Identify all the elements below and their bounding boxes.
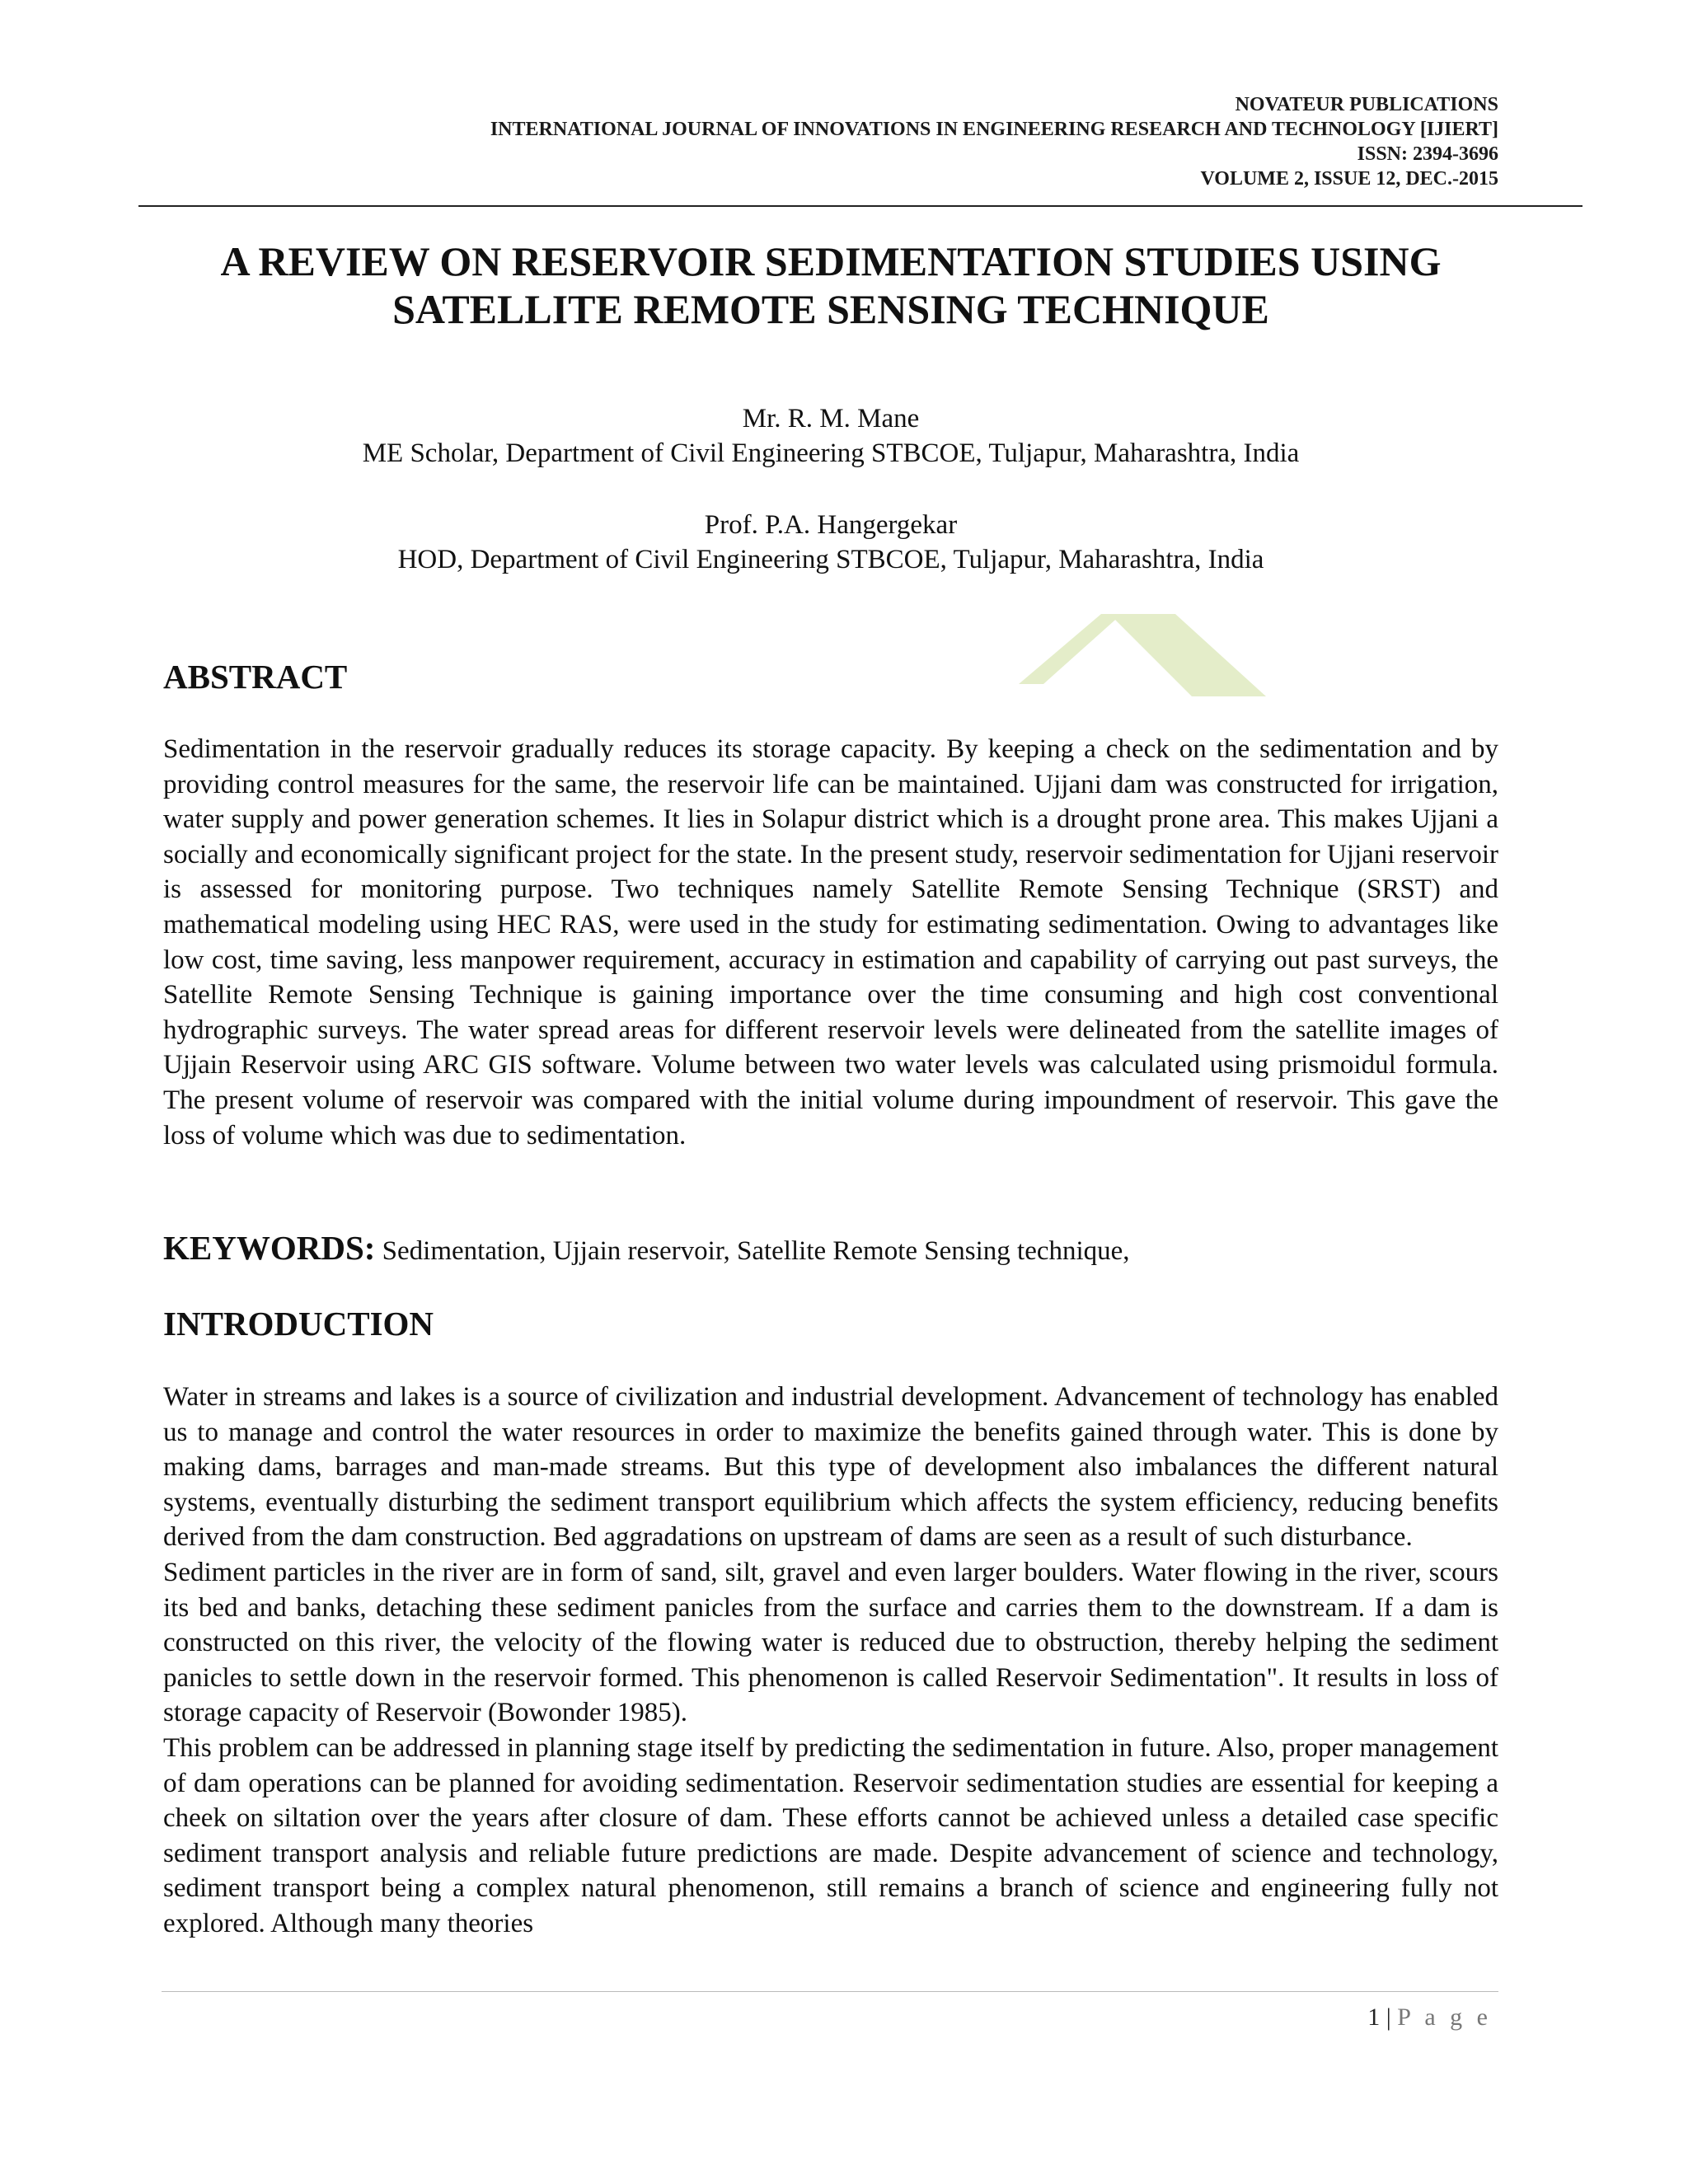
introduction-body bbox=[163, 1380, 1498, 1942]
journal-header bbox=[490, 92, 1498, 191]
author-name: Prof. P.A. Hangergekar bbox=[704, 510, 958, 540]
introduction-paragraph: Sediment particles in the river are in form of sand, silt, gravel and even larger boulders. Water flowing in the river, scours its bed and banks, detaching these sediment panicles from the surface and carries them to the downstream. If a dam is constructed on this river, the velocity of the flowing water is reduced due to obstruction, thereby helping the sediment panicles to settle down in the reservoir formed. This phenomenon is called Reservoir Sedimentation". It results in loss of storage capacity of Reservoir (Bowonder 1985). bbox=[163, 1557, 1498, 1728]
author-name: Mr. R. M. Mane bbox=[742, 404, 920, 434]
abstract-heading: ABSTRACT bbox=[163, 658, 348, 696]
author-block-2 bbox=[138, 508, 1523, 577]
introduction-paragraph: Water in streams and lakes is a source of civilization and industrial development. Advancement of technology has enabled us to manage and control the water resources in order to maximize the benefits gained through water. This is done by making dams, barrages and man-made streams. But this type of development also imbalances the different natural systems, eventually disturbing the sediment transport equilibrium which affects the system efficiency, reducing benefits derived from the dam construction. Bed aggradations on upstream of dams are seen as a result of such disturbance. bbox=[163, 1382, 1498, 1553]
page-word: P a g e bbox=[1397, 2004, 1492, 2031]
page-footer bbox=[1367, 2003, 1492, 2032]
keywords-label: KEYWORDS: bbox=[163, 1229, 376, 1267]
keywords-text: Sedimentation, Ujjain reservoir, Satellite Remote Sensing technique, bbox=[382, 1236, 1130, 1266]
footer-divider bbox=[162, 1991, 1498, 1992]
publisher-name: NOVATEUR PUBLICATIONS bbox=[1235, 94, 1498, 115]
issn-line: ISSN: 2394-3696 bbox=[1357, 143, 1498, 165]
volume-line: VOLUME 2, ISSUE 12, DEC.-2015 bbox=[1200, 168, 1498, 190]
introduction-paragraph: This problem can be addressed in planning stage itself by predicting the sedimentation in future. Also, proper management of dam operations can be planned for avoiding sedimentation. Reservoir sedimentation studies are essential for keeping a cheek on siltation over the years after closure of dam. These efforts cannot be achieved unless a detailed case specific sediment transport analysis and reliable future predictions are made. Despite advancement of science and technology, sediment transport being a complex natural phenomenon, still remains a branch of science and engineering fully not explored. Although many theories bbox=[163, 1732, 1498, 1938]
journal-name: INTERNATIONAL JOURNAL OF INNOVATIONS IN ENGINEERING RESEARCH AND TECHNOLOGY [IJIERT] bbox=[490, 119, 1498, 140]
abstract-paragraph: Sedimentation in the reservoir gradually reduces its storage capacity. By keeping a check on the sedimentation and by providing control measures for the same, the reservoir life can be maintained. Ujjani dam was constructed for irrigation, water supply and power generation schemes. It lies in Solapur district which is a drought prone area. This makes Ujjani a socially and economically significant project for the state. In the present study, reservoir sedimentation for Ujjani reservoir is assessed for monitoring purpose. Two techniques namely Satellite Remote Sensing Technique (SRST) and mathematical modeling using HEC RAS, were used in the study for estimating sedimentation. Owing to advantages like low cost, time saving, less manpower requirement, accuracy in estimation and capability of carrying out past surveys, the Satellite Remote Sensing Technique is gaining importance over the time consuming and high cost conventional hydrographic surveys. The water spread areas for different reservoir levels were delineated from the satellite images of Ujjain Reservoir using ARC GIS software. Volume between two water levels was calculated using prismoidul formula. The present volume of reservoir was compared with the initial volume during impoundment of reservoir. This gave the loss of volume which was due to sedimentation. bbox=[163, 734, 1498, 1151]
keywords-line bbox=[163, 1228, 1498, 1271]
author-block-1 bbox=[138, 401, 1523, 471]
paper-title: A REVIEW ON RESERVOIR SEDIMENTATION STUDIES USING SATELLITE REMOTE SENSING TECHNIQUE bbox=[220, 238, 1442, 332]
author-affiliation: ME Scholar, Department of Civil Engineering STBCOE, Tuljapur, Maharashtra, India bbox=[362, 438, 1300, 468]
abstract-body bbox=[163, 732, 1498, 1153]
page-number: 1 bbox=[1367, 2004, 1381, 2031]
author-affiliation: HOD, Department of Civil Engineering STBCOE, Tuljapur, Maharashtra, India bbox=[397, 545, 1264, 574]
header-divider bbox=[138, 205, 1582, 207]
page-separator: | bbox=[1386, 2004, 1391, 2031]
introduction-heading: INTRODUCTION bbox=[163, 1305, 434, 1343]
watermark-logo-icon bbox=[1019, 614, 1266, 698]
